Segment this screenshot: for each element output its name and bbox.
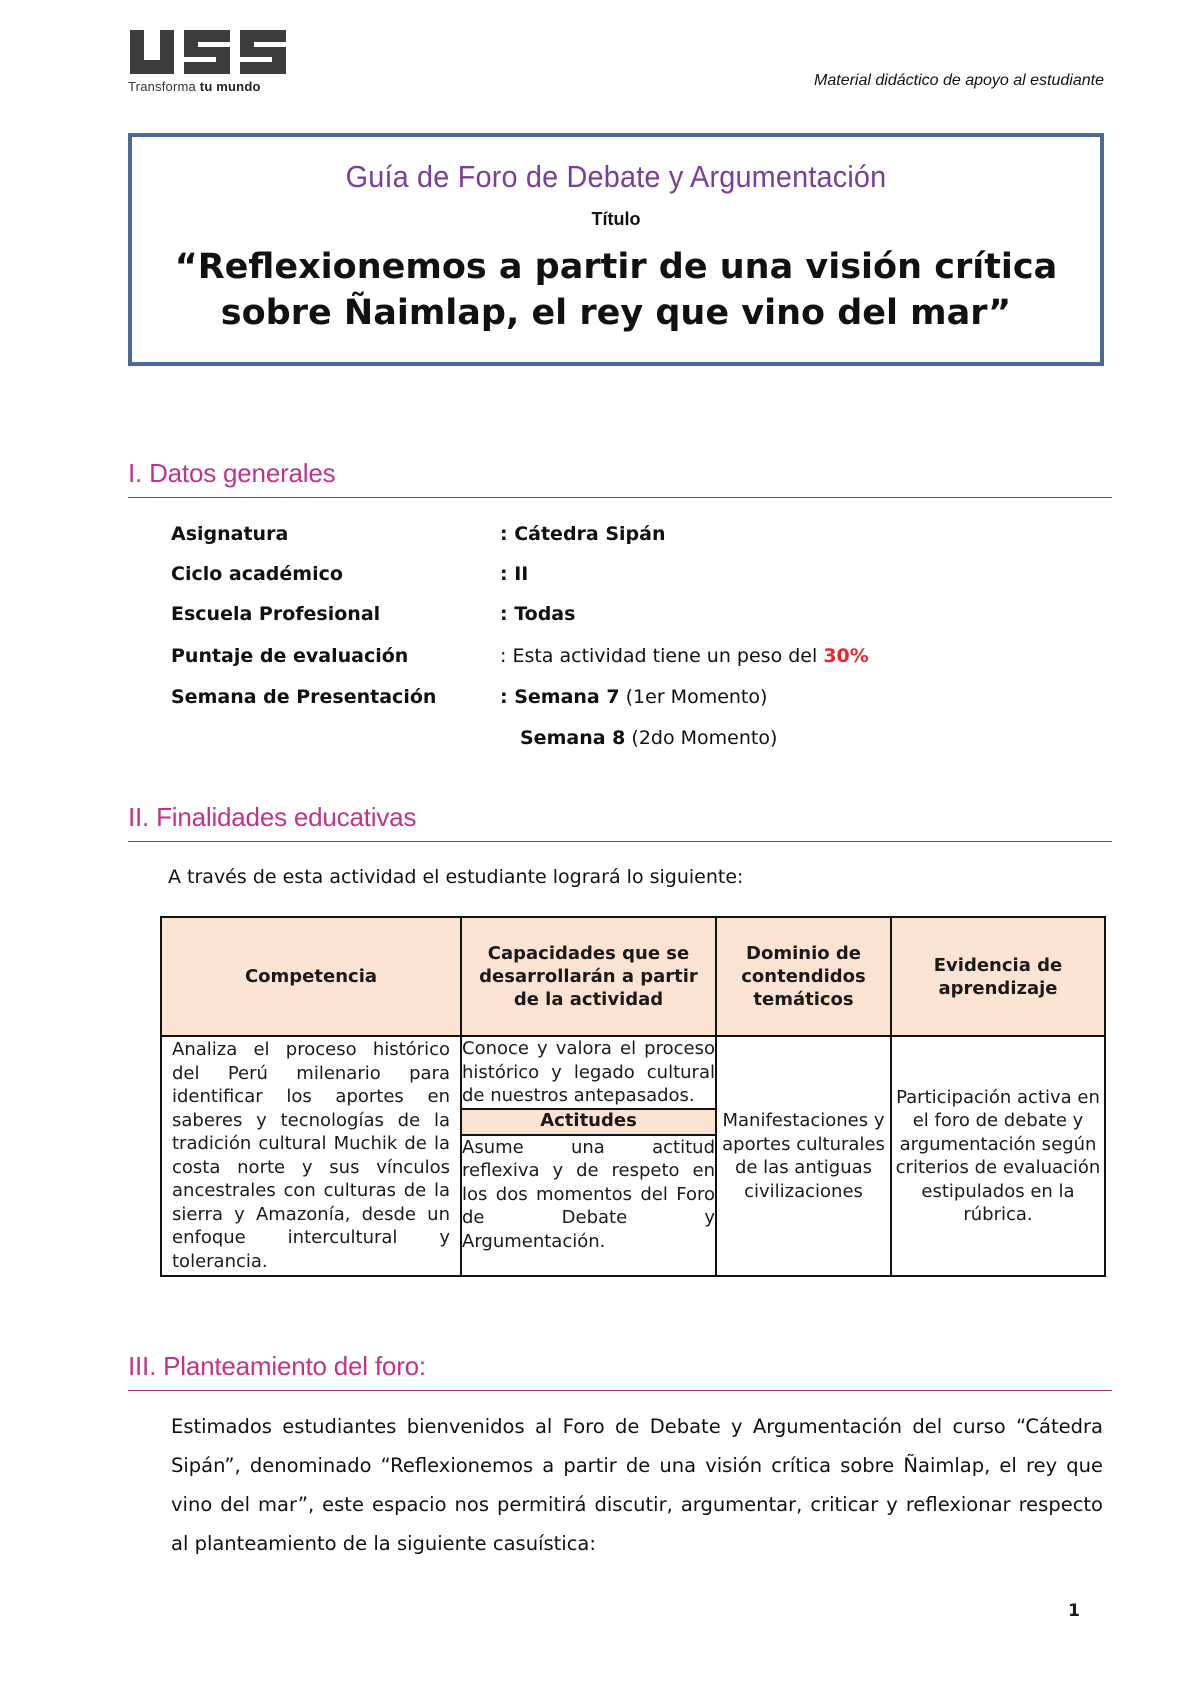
actitudes-label: Actitudes <box>462 1109 715 1135</box>
section-heading-general-data: I. Datos generales <box>128 458 1112 498</box>
cell-competencia: Analiza el proceso histórico del Perú milenario para identificar los aportes en saberes y tecnologías de la tradición cultural Muchik de la costa norte y sus vínculos ancestrales con culturas de la sierra y Amazonía, desde un enfoque intercultural y tolerancia. <box>161 1036 461 1276</box>
actitud-text: Asume una actitud reflexiva y de respeto en los dos momentos del Foro de Debate y Argumentación. <box>462 1136 715 1252</box>
field-label-escuela: Escuela Profesional <box>171 603 381 625</box>
cell-capacidades <box>461 1036 716 1276</box>
document-title: “Reflexionemos a partir de una visión crítica sobre Ñaimlap, el rey que vino del mar” <box>174 247 1058 333</box>
header-note: Material didáctico de apoyo al estudiante <box>814 72 1104 89</box>
field-value-escuela: : Todas <box>500 603 576 625</box>
page-number: 1 <box>1068 1601 1080 1621</box>
guide-title: Guía de Foro de Debate y Argumentación <box>345 159 887 194</box>
logo-tagline: Transforma tu mundo <box>128 79 261 94</box>
header-dominio: Dominio de contendidos temáticos <box>716 917 891 1036</box>
field-label-puntaje: Puntaje de evaluación <box>171 645 409 667</box>
capacidades-inner <box>462 1037 715 1253</box>
cell-evidencia: Participación activa en el foro de debate y argumentación según criterios de evaluación estipulados en la rúbrica. <box>891 1036 1105 1276</box>
field-value-asignatura: : Cátedra Sipán <box>500 523 666 545</box>
field-value-ciclo: : II <box>500 563 529 585</box>
field-label-semana: Semana de Presentación <box>171 686 437 708</box>
field-value-semana-7: : Semana 7 (1er Momento) <box>500 686 768 708</box>
forum-paragraph: Estimados estudiantes bienvenidos al Foro de Debate y Argumentación del curso “Cátedra Sipán”, denominado “Reflexionemos a partir de una visión crítica sobre Ñaimlap, el rey que vino del mar”, este espacio nos permitirá discutir, argumentar, criticar y reflexionar respecto al planteamiento de la siguiente casuística: <box>171 1415 1103 1555</box>
educational-goals-table <box>160 916 1106 1277</box>
uss-logo <box>128 28 292 98</box>
section-heading-educational-goals: II. Finalidades educativas <box>128 802 1112 842</box>
header-capacidades: Capacidades que se desarrollarán a partir de la actividad <box>461 917 716 1036</box>
capacidad-text: Conoce y valora el proceso histórico y legado cultural de nuestros antepasados. <box>462 1038 715 1106</box>
field-label-asignatura: Asignatura <box>171 523 289 545</box>
title-box <box>128 133 1104 366</box>
table-row <box>161 1036 1105 1276</box>
section2-intro: A través de esta actividad el estudiante logrará lo siguiente: <box>168 866 744 888</box>
title-label: Título <box>591 209 641 229</box>
field-value-semana-8: Semana 8 (2do Momento) <box>520 727 778 749</box>
cell-dominio: Manifestaciones y aportes culturales de las antiguas civilizaciones <box>716 1036 891 1276</box>
table-header-row <box>161 917 1105 1036</box>
header-evidencia: Evidencia de aprendizaje <box>891 917 1105 1036</box>
uss-logo-mark <box>128 28 292 76</box>
header-competencia: Competencia <box>161 917 461 1036</box>
field-value-puntaje: : Esta actividad tiene un peso del 30% <box>500 645 869 667</box>
field-label-ciclo: Ciclo académico <box>171 563 343 585</box>
section-heading-forum-approach: III. Planteamiento del foro: <box>128 1351 1112 1391</box>
weight-percent: 30% <box>823 645 869 667</box>
